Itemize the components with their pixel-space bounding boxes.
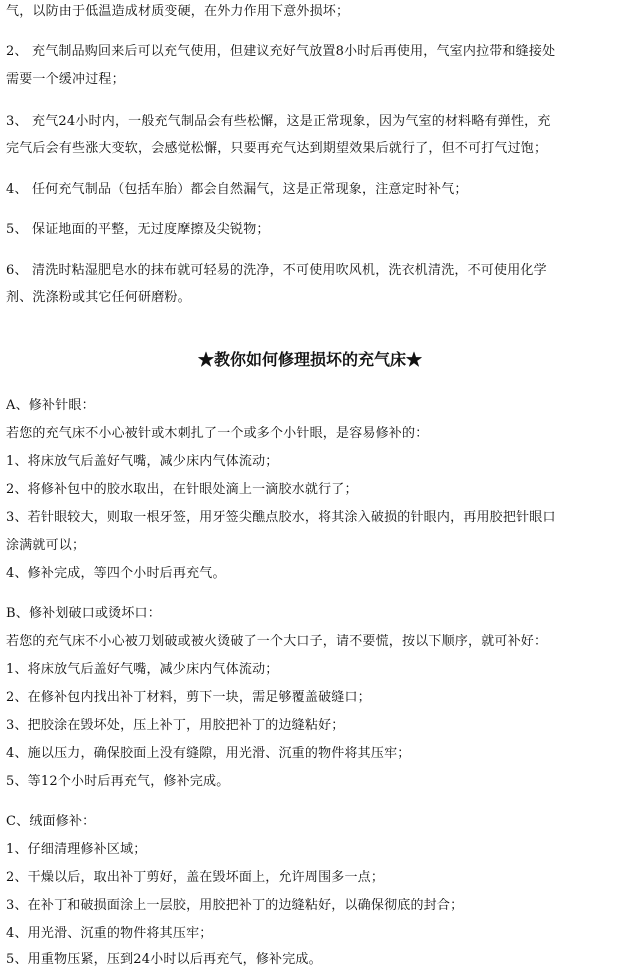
section-a-step-3: 3、若针眼较大，则取一根牙签，用牙签尖醮点胶水，将其涂入破损的针眼内，再用胶把针眼口 [6, 510, 556, 525]
care-item-6: 6、 清洗时粘湿肥皂水的抹布就可轻易的洗净，不可使用吹风机，洗衣机清洗，不可使用化学 [6, 263, 547, 278]
section-c-step-2: 2、干燥以后，取出补丁剪好，盖在毁坏面上，允许周围多一点； [6, 870, 385, 885]
care-item-6-cont: 剂、洗涤粉或其它任何研磨粉。 [6, 290, 191, 305]
section-b-step-1: 1、将床放气后盖好气嘴，减少床内气体流动； [6, 662, 279, 677]
care-item-2-cont: 需要一个缓冲过程； [6, 72, 125, 87]
section-a-step-4: 4、修补完成，等四个小时后再充气。 [6, 566, 226, 581]
section-c-step-3: 3、在补丁和破损面涂上一层胶，用胶把补丁的边缝粘好，以确保彻底的封合； [6, 898, 464, 913]
section-b-step-5: 5、等12个小时后再充气，修补完成。 [6, 774, 230, 789]
section-b-heading: B、修补划破口或烫坏口： [6, 606, 161, 621]
page-title: ★教你如何修理损坏的充气床★ [197, 350, 422, 369]
section-a-step-2: 2、将修补包中的胶水取出，在针眼处滴上一滴胶水就行了； [6, 482, 358, 497]
section-a-step-1: 1、将床放气后盖好气嘴，减少床内气体流动； [6, 454, 279, 469]
section-b-step-4: 4、施以压力，确保胶面上没有缝隙，用光滑、沉重的物件将其压牢； [6, 746, 411, 761]
section-c-heading: C、绒面修补： [6, 814, 96, 829]
care-item-2: 2、 充气制品购回来后可以充气使用，但建议充好气放置8小时后再使用，气室内拉带和缝接处 [6, 44, 556, 59]
section-a-step-3-cont: 涂满就可以； [6, 538, 86, 553]
section-a-heading: A、修补针眼： [6, 398, 95, 413]
section-c-step-4: 4、用光滑、沉重的物件将其压牢； [6, 926, 213, 941]
section-a-intro: 若您的充气床不小心被针或木刺扎了一个或多个小针眼，是容易修补的： [6, 426, 429, 441]
section-b-step-2: 2、在修补包内找出补丁材料，剪下一块，需足够覆盖破缝口； [6, 690, 371, 705]
section-b-intro: 若您的充气床不小心被刀划破或被火烫破了一个大口子，请不要慌，按以下顺序，就可补好： [6, 634, 548, 649]
care-item-3-cont: 完气后会有些涨大变软，会感觉松懈，只要再充气达到期望效果后就行了，但不可打气过饱； [6, 141, 548, 156]
section-c-step-5: 5、用重物压紧，压到24小时以后再充气，修补完成。 [6, 952, 322, 967]
care-item-3: 3、 充气24小时内，一般充气制品会有些松懈，这是正常现象，因为气室的材料略有弹性，充 [6, 114, 551, 129]
section-b-step-3: 3、把胶涂在毁坏处，压上补丁，用胶把补丁的边缝粘好； [6, 718, 345, 733]
care-item-5: 5、 保证地面的平整，无过度摩擦及尖锐物； [6, 222, 270, 237]
section-c-step-1: 1、仔细清理修补区域； [6, 842, 147, 857]
care-item-4: 4、 任何充气制品（包括车胎）都会自然漏气，这是正常现象，注意定时补气； [6, 182, 468, 197]
care-text-line: 气，以防由于低温造成材质变硬，在外力作用下意外损坏； [6, 4, 350, 19]
